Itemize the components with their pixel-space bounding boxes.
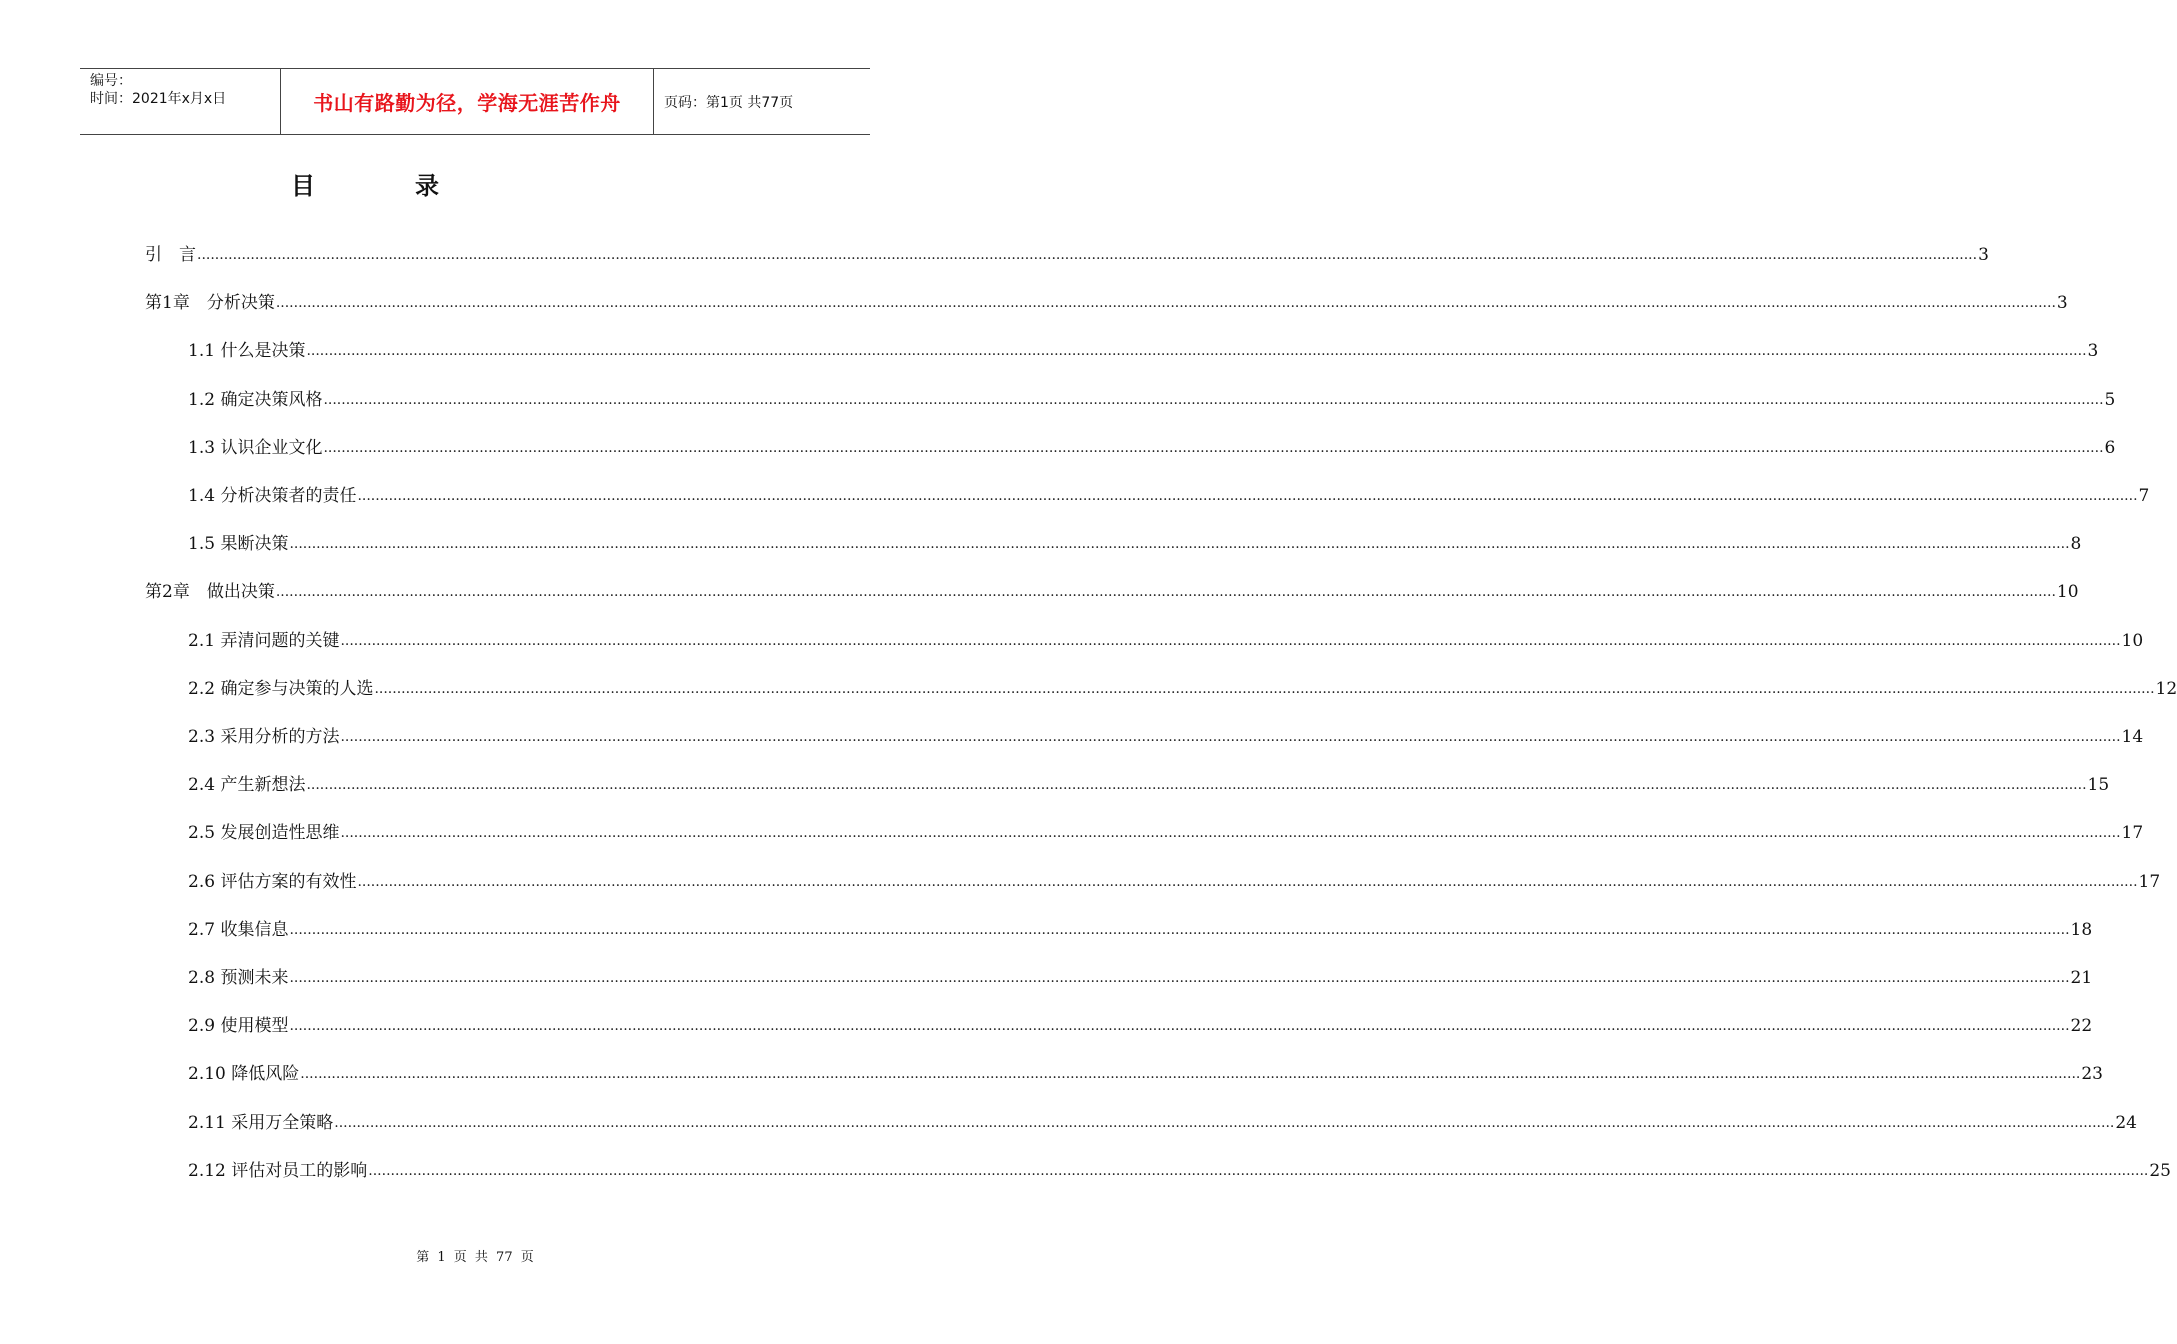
page-footer: 第 1 页 共 77 页	[416, 1250, 534, 1265]
toc-entry[interactable]	[188, 822, 2144, 844]
toc-entry[interactable]	[188, 967, 2093, 989]
toc-entry-label: 2.7 收集信息	[188, 919, 289, 940]
toc-entry-page: 22	[2070, 1016, 2093, 1037]
toc-leader-dots: ................................................................................................................................................................................................................................................................................................................................................................................................................	[340, 729, 2121, 745]
toc-leader-dots: ................................................................................................................................................................................................................................................................................................................................................................................................................	[289, 970, 2070, 986]
toc-leader-dots: ................................................................................................................................................................................................................................................................................................................................................................................................................	[357, 488, 2138, 504]
toc-leader-dots: ................................................................................................................................................................................................................................................................................................................................................................................................................	[197, 247, 1978, 263]
toc-entry-label: 2.11 采用万全策略	[188, 1112, 334, 1133]
toc-entry-label: 引 言	[145, 245, 196, 265]
toc-entry-page: 24	[2115, 1112, 2137, 1133]
header-page-info: 页码：第1页 共77页	[664, 94, 794, 111]
toc-leader-dots: ................................................................................................................................................................................................................................................................................................................................................................................................................	[289, 921, 2070, 938]
toc-entry-page: 15	[2087, 775, 2110, 796]
header-motto: 书山有路勤为径，学海无涯苦作舟	[281, 69, 654, 134]
toc-entry-label: 1.4 分析决策者的责任	[188, 486, 357, 506]
toc-entry-page: 3	[2056, 293, 2068, 314]
toc-entry-page: 8	[2070, 534, 2082, 555]
toc-entry[interactable]	[188, 1160, 2171, 1182]
toc-entry-label: 2.5 发展创造性思维	[188, 823, 340, 844]
toc-entry-label: 2.1 弄清问题的关键	[188, 630, 340, 651]
toc-leader-dots: ................................................................................................................................................................................................................................................................................................................................................................................................................	[357, 873, 2138, 890]
toc-entry-page: 10	[2056, 582, 2079, 603]
toc-entry-page: 25	[2149, 1160, 2171, 1181]
toc-entry-label: 1.5 果断决策	[188, 534, 289, 555]
toc-entry-label: 2.12 评估对员工的影响	[188, 1160, 368, 1181]
toc-entry-page: 7	[2138, 486, 2150, 506]
toc-entry-label: 第1章 分析决策	[145, 293, 275, 314]
toc-entry-label: 2.9 使用模型	[188, 1016, 289, 1037]
toc-entry-label: 2.8 预测未来	[188, 968, 289, 988]
toc-entry[interactable]	[188, 678, 2177, 700]
toc-leader-dots: ................................................................................................................................................................................................................................................................................................................................................................................................................	[323, 439, 2104, 456]
toc-leader-dots: ................................................................................................................................................................................................................................................................................................................................................................................................................	[306, 777, 2087, 794]
page-header	[80, 68, 870, 135]
toc-entry[interactable]	[145, 292, 2068, 314]
toc-leader-dots: ................................................................................................................................................................................................................................................................................................................................................................................................................	[306, 343, 2087, 360]
toc-entry[interactable]	[188, 485, 2150, 507]
toc-entry[interactable]	[188, 871, 2161, 893]
toc-entry-page: 10	[2121, 630, 2144, 651]
toc-entry-label: 1.3 认识企业文化	[188, 437, 323, 458]
toc-entry[interactable]	[188, 774, 2110, 796]
toc-leader-dots: ................................................................................................................................................................................................................................................................................................................................................................................................................	[368, 1162, 2149, 1179]
toc-entry[interactable]	[188, 340, 2099, 362]
toc-leader-dots: ................................................................................................................................................................................................................................................................................................................................................................................................................	[374, 680, 2155, 697]
toc-entry[interactable]	[188, 437, 2116, 459]
toc-entry[interactable]	[188, 919, 2093, 941]
toc-entry[interactable]	[188, 726, 2144, 748]
toc-entry-page: 12	[2155, 678, 2177, 699]
toc-entry-page: 18	[2070, 919, 2093, 940]
toc-leader-dots: ................................................................................................................................................................................................................................................................................................................................................................................................................	[289, 1018, 2070, 1035]
toc-entry-page: 3	[1978, 245, 1989, 265]
toc-entry-label: 2.4 产生新想法	[188, 775, 306, 796]
header-meta	[80, 69, 281, 134]
toc-leader-dots: ................................................................................................................................................................................................................................................................................................................................................................................................................	[289, 536, 2070, 553]
toc-entry-label: 2.3 采用分析的方法	[188, 727, 340, 747]
toc-leader-dots: ................................................................................................................................................................................................................................................................................................................................................................................................................	[340, 632, 2121, 649]
document-time-label: 时间：2021年x月x日	[90, 91, 227, 107]
toc-leader-dots: ................................................................................................................................................................................................................................................................................................................................................................................................................	[323, 391, 2104, 408]
toc-entry[interactable]	[188, 1112, 2137, 1134]
toc-entry[interactable]	[188, 1015, 2093, 1037]
toc-title: 目录	[291, 172, 539, 200]
toc-entry[interactable]	[188, 389, 2116, 411]
toc-entry-page: 17	[2121, 823, 2144, 844]
toc-entry-page: 21	[2070, 968, 2093, 988]
toc-leader-dots: ................................................................................................................................................................................................................................................................................................................................................................................................................	[275, 584, 2056, 601]
toc-entry-page: 3	[2087, 341, 2099, 362]
toc-entry[interactable]	[188, 630, 2144, 652]
toc-entry-label: 1.1 什么是决策	[188, 341, 306, 362]
toc-leader-dots: ................................................................................................................................................................................................................................................................................................................................................................................................................	[275, 295, 2056, 312]
toc-leader-dots: ................................................................................................................................................................................................................................................................................................................................................................................................................	[334, 1114, 2115, 1131]
toc-entry[interactable]	[145, 244, 1989, 266]
toc-entry[interactable]	[145, 581, 2079, 603]
toc-entry-label: 2.6 评估方案的有效性	[188, 871, 357, 892]
toc-entry-page: 17	[2138, 871, 2161, 892]
toc-entry-page: 6	[2104, 437, 2116, 458]
toc-entry-label: 2.10 降低风险	[188, 1064, 300, 1085]
toc-entry-label: 第2章 做出决策	[145, 582, 275, 603]
toc-entry-page: 23	[2081, 1064, 2103, 1085]
toc-leader-dots: ................................................................................................................................................................................................................................................................................................................................................................................................................	[340, 825, 2121, 842]
toc-entry-page: 14	[2121, 727, 2144, 747]
toc-entry-label: 1.2 确定决策风格	[188, 389, 323, 410]
toc-entry-label: 2.2 确定参与决策的人选	[188, 678, 374, 699]
toc-entry-page: 5	[2104, 389, 2116, 410]
document-number-label: 编号：	[90, 73, 132, 89]
toc-entry[interactable]	[188, 533, 2082, 555]
toc-leader-dots: ................................................................................................................................................................................................................................................................................................................................................................................................................	[300, 1066, 2081, 1083]
toc-entry[interactable]	[188, 1063, 2103, 1085]
